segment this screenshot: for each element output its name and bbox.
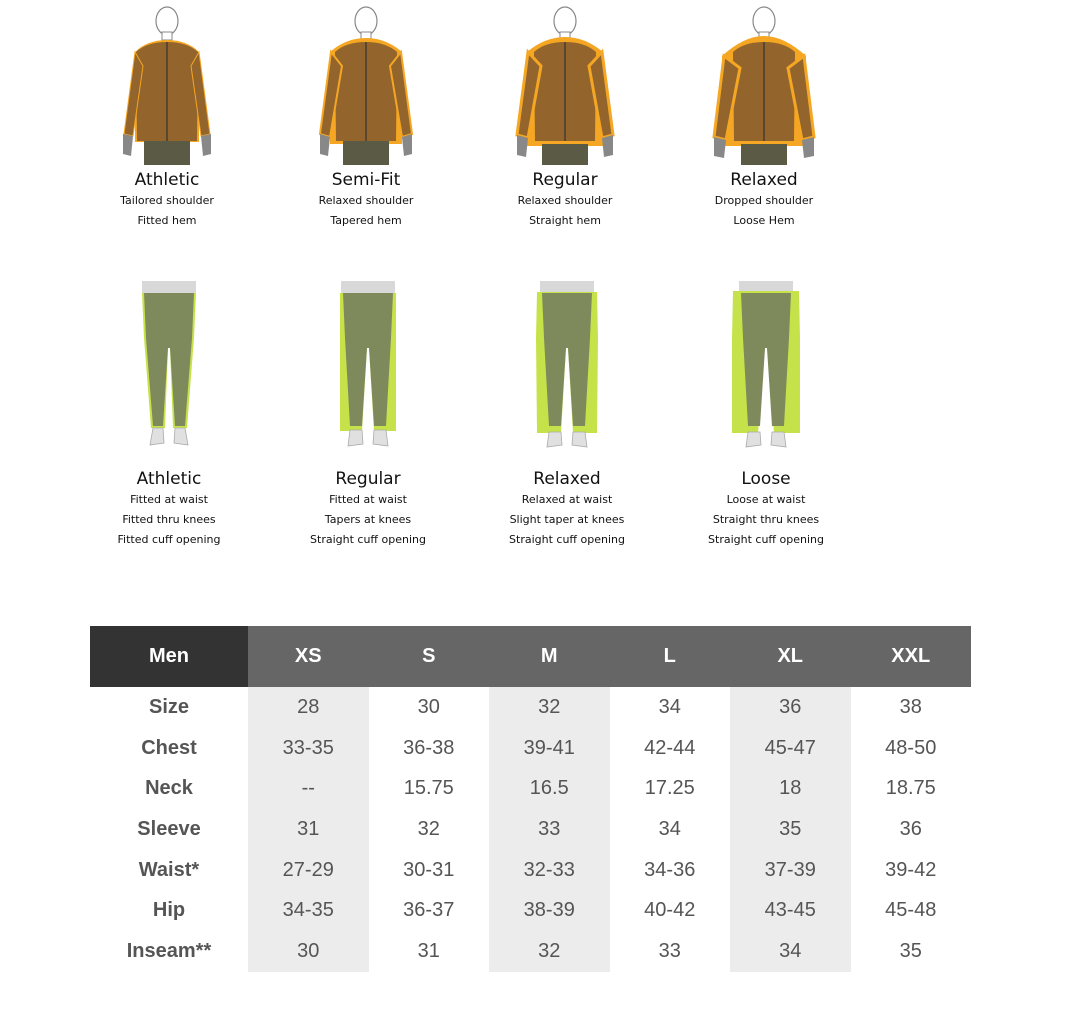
jacket-figure-athletic-image	[107, 4, 227, 169]
row-label: Inseam**	[126, 939, 212, 962]
jacket-fit-semi-fit	[266, 4, 466, 231]
table-cell: 39-41	[489, 728, 610, 769]
pant-fit-name: Regular	[335, 469, 401, 489]
jacket-fit-line: Straight hem	[529, 214, 601, 227]
table-cell: 43-45	[730, 890, 851, 931]
pant-fit-name: Loose	[741, 469, 791, 489]
size-column-header: XXL	[851, 626, 972, 687]
size-chart-table	[90, 626, 971, 972]
row-label: Sleeve	[137, 817, 201, 840]
table-cell: 27-29	[248, 850, 369, 891]
table-cell: 45-48	[885, 899, 937, 922]
pant-fit-name: Relaxed	[533, 469, 601, 489]
row-label: Hip	[152, 899, 186, 922]
jacket-fit-name: Relaxed	[730, 170, 798, 190]
table-cell: 36	[899, 817, 922, 840]
table-cell: 32	[489, 931, 610, 972]
table-cell: 34-35	[248, 890, 369, 931]
table-cell: 32-33	[489, 850, 610, 891]
pant-figure-loose-image	[706, 278, 826, 468]
table-row	[90, 768, 971, 809]
pant-fit-relaxed	[467, 278, 667, 550]
table-cell: 32	[489, 687, 610, 728]
jacket-fit-relaxed	[664, 4, 864, 231]
table-cell: 36-37	[403, 899, 455, 922]
table-cell: 15.75	[403, 777, 454, 800]
jacket-fit-line: Dropped shoulder	[714, 194, 814, 207]
table-cell: 30-31	[403, 858, 455, 881]
pant-fit-line: Relaxed at waist	[521, 493, 613, 506]
table-cell: 35	[730, 809, 851, 850]
pant-fit-line: Straight cuff opening	[509, 533, 625, 546]
table-cell: 16.5	[489, 768, 610, 809]
table-cell: 30	[417, 695, 440, 718]
table-cell: 36	[730, 687, 851, 728]
jacket-fit-line: Relaxed shoulder	[318, 194, 414, 207]
table-row	[90, 687, 971, 728]
jacket-fit-line: Relaxed shoulder	[517, 194, 613, 207]
pant-fit-line: Straight cuff opening	[708, 533, 824, 546]
table-cell: 34-36	[644, 858, 696, 881]
jacket-figure-relaxed-image	[704, 4, 824, 169]
table-row	[90, 850, 971, 891]
size-column-header: M	[489, 626, 610, 687]
jacket-fit-name: Athletic	[134, 170, 200, 190]
pant-fit-athletic	[69, 278, 269, 550]
table-cell: 39-42	[885, 858, 937, 881]
jacket-fit-line: Fitted hem	[137, 214, 197, 227]
pant-fit-line: Loose at waist	[726, 493, 806, 506]
jacket-fit-line: Tapered hem	[330, 214, 402, 227]
jacket-fit-regular	[465, 4, 665, 231]
table-cell: --	[248, 768, 369, 809]
table-cell: 17.25	[644, 777, 695, 800]
jacket-fit-line: Loose Hem	[733, 214, 795, 227]
row-label: Waist*	[138, 858, 200, 881]
table-cell: 37-39	[730, 850, 851, 891]
pant-fit-line: Slight taper at knees	[509, 513, 625, 526]
table-cell: 48-50	[885, 736, 937, 759]
row-label: Chest	[141, 736, 197, 759]
table-cell: 40-42	[644, 899, 696, 922]
jacket-fit-name: Regular	[532, 170, 598, 190]
size-column-header: L	[610, 626, 731, 687]
pant-fit-line: Fitted at waist	[130, 493, 208, 506]
jacket-fit-name: Semi-Fit	[331, 170, 401, 190]
size-table-header-row	[90, 626, 971, 687]
pant-fit-line: Straight cuff opening	[310, 533, 426, 546]
table-cell: 30	[248, 931, 369, 972]
table-cell: 34	[658, 695, 681, 718]
table-cell: 33	[489, 809, 610, 850]
pant-fit-line: Tapers at knees	[324, 513, 412, 526]
size-column-header: XS	[248, 626, 369, 687]
jacket-figure-semi-fit-image	[306, 4, 426, 169]
table-cell: 31	[248, 809, 369, 850]
table-cell: 28	[248, 687, 369, 728]
table-cell: 33	[658, 939, 681, 962]
jacket-fit-athletic	[67, 4, 267, 231]
table-cell: 35	[899, 939, 922, 962]
table-cell: 45-47	[730, 728, 851, 769]
row-label: Neck	[145, 777, 193, 800]
table-cell: 18	[730, 768, 851, 809]
table-cell: 32	[417, 817, 440, 840]
pant-figure-relaxed-image	[507, 278, 627, 468]
table-row	[90, 931, 971, 972]
table-cell: 18.75	[885, 777, 936, 800]
table-cell: 31	[417, 939, 440, 962]
pant-figure-athletic-image	[109, 278, 229, 468]
table-cell: 34	[658, 817, 681, 840]
table-row	[90, 890, 971, 931]
pant-fit-line: Fitted at waist	[329, 493, 407, 506]
jacket-fit-line: Tailored shoulder	[120, 194, 214, 207]
pant-fit-loose	[666, 278, 866, 550]
pant-fit-line: Fitted thru knees	[122, 513, 216, 526]
size-column-header: XL	[730, 626, 851, 687]
pant-fit-line: Straight thru knees	[712, 513, 820, 526]
table-row	[90, 728, 971, 769]
table-cell: 42-44	[644, 736, 696, 759]
row-label: Size	[148, 695, 190, 718]
size-table-header-men: Men	[90, 626, 248, 687]
jacket-figure-regular-image	[505, 4, 625, 169]
pant-fit-line: Fitted cuff opening	[117, 533, 221, 546]
table-cell: 33-35	[248, 728, 369, 769]
size-column-header: S	[369, 626, 490, 687]
pant-figure-regular-image	[308, 278, 428, 468]
table-row	[90, 809, 971, 850]
table-cell: 36-38	[403, 736, 455, 759]
table-cell: 38-39	[489, 890, 610, 931]
pant-fit-regular	[268, 278, 468, 550]
table-cell: 34	[730, 931, 851, 972]
pant-fit-name: Athletic	[136, 469, 202, 489]
table-cell: 38	[899, 695, 922, 718]
